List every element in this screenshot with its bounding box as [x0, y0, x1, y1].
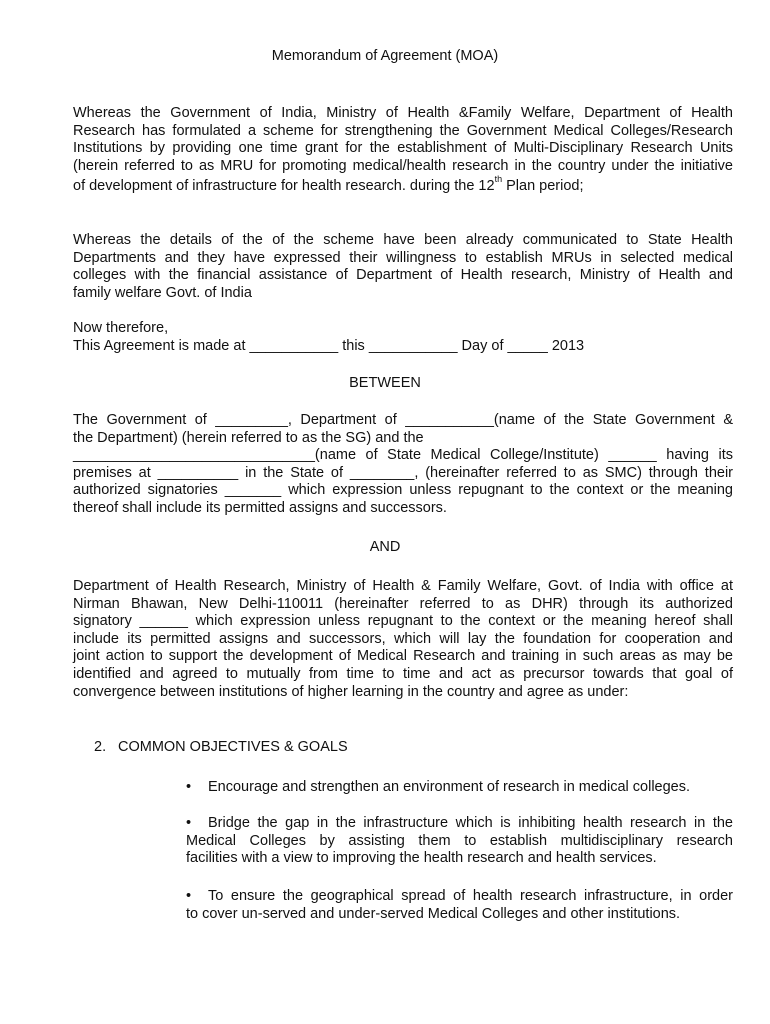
dhr-party-paragraph: [73, 578, 733, 701]
bullet-item: [186, 888, 733, 923]
paragraph-line: premises at __________ in the State of ________, (hereinafter referred to as SMC) through their: [73, 464, 733, 481]
paragraph-line: Whereas the details of the of the scheme have been already communicated to State Health: [73, 232, 733, 248]
paragraph-line: ______________________________(name of State Medical College/Institute) ______ having its: [73, 447, 733, 464]
bullet-item: [186, 779, 733, 797]
whereas-paragraph-2: [73, 232, 733, 302]
paragraph-line: thereof shall include its permitted assigns and successors.: [73, 499, 447, 516]
section-title: COMMON OBJECTIVES & GOALS: [118, 739, 348, 755]
bullet-text: To ensure the geographical spread of health research infrastructure, in order: [208, 888, 733, 904]
bullet-line: [186, 815, 733, 833]
bullet-icon: •: [186, 779, 192, 795]
bullet-text: Bridge the gap in the infrastructure which is inhibiting health research in the: [208, 815, 733, 831]
paragraph-line: signatory ______ which expression unless repugnant to the context or the meaning hereof shall: [73, 613, 733, 630]
bullet-icon: •: [186, 815, 192, 831]
agreement-made-line: This Agreement is made at ___________ this ___________ Day of _____ 2013: [73, 337, 585, 354]
bullet-item: [186, 815, 733, 868]
paragraph-line: colleges with the financial assistance of Department of Health research, Ministry of Health and: [73, 267, 733, 284]
section-heading: [94, 738, 348, 756]
paragraph-line: The Government of _________, Department of ___________(name of the State Government &: [73, 412, 733, 428]
plan-text-before: of development of infrastructure for health research. during the 12: [73, 178, 495, 195]
bullet-line: [186, 779, 733, 797]
paragraph-line: Departments and they have expressed their willingness to establish MRUs in selected medical: [73, 249, 733, 266]
paragraph-line: Research has formulated a scheme for strengthening the Government Medical Colleges/Research: [73, 122, 733, 139]
ordinal-superscript: th: [494, 173, 503, 184]
paragraph-line: family welfare Govt. of India: [73, 284, 252, 301]
bullet-line: facilities with a view to improving the health research and health services.: [186, 850, 657, 867]
paragraph-line: Nirman Bhawan, New Delhi-110011 (hereinafter referred to as DHR) through its authorized: [73, 595, 733, 612]
paragraph-line-with-superscript: [73, 173, 733, 196]
paragraph-line: (herein referred to as MRU for promoting medical/health research in the country under the initiative: [73, 157, 733, 174]
paragraph-line: Whereas the Government of India, Ministry of Health &Family Welfare, Department of Health: [73, 105, 733, 121]
paragraph-line: convergence between institutions of higher learning in the country and agree as under:: [73, 683, 629, 700]
paragraph-line: include its permitted assigns and successors, which will lay the foundation for cooperation and: [73, 630, 733, 647]
bullet-line: Medical Colleges by assisting them to establish multidisciplinary research: [186, 832, 733, 849]
bullet-text: Encourage and strengthen an environment of research in medical colleges.: [208, 779, 691, 795]
between-heading: BETWEEN: [349, 375, 421, 391]
paragraph-line: joint action to support the development of Medical Research and training in such areas as may be: [73, 648, 733, 665]
now-therefore-block: [73, 320, 733, 355]
document-title: Memorandum of Agreement (MOA): [271, 48, 499, 64]
whereas-paragraph-1: [73, 105, 733, 196]
bullet-line: to cover un-served and under-served Medical Colleges and other institutions.: [186, 905, 681, 922]
bullet-icon: •: [186, 888, 192, 904]
plan-text-after: Plan period;: [502, 178, 584, 195]
paragraph-line: Institutions by providing one time grant for the establishment of Multi-Disciplinary Research Units: [73, 140, 733, 157]
section-number: 2.: [94, 739, 107, 755]
paragraph-line: the Department) (herein referred to as the SG) and the: [73, 429, 424, 446]
bullet-line: [186, 888, 733, 906]
and-heading: AND: [369, 539, 401, 555]
paragraph-line: authorized signatories _______ which expression unless repugnant to the context or the meaning: [73, 482, 733, 499]
now-therefore-text: Now therefore,: [73, 320, 169, 336]
paragraph-line: identified and agreed to mutually from time to time and act as precursor towards that goal of: [73, 665, 733, 682]
government-party-paragraph: [73, 412, 733, 518]
paragraph-line: Department of Health Research, Ministry of Health & Family Welfare, Govt. of India with office at: [73, 578, 733, 594]
